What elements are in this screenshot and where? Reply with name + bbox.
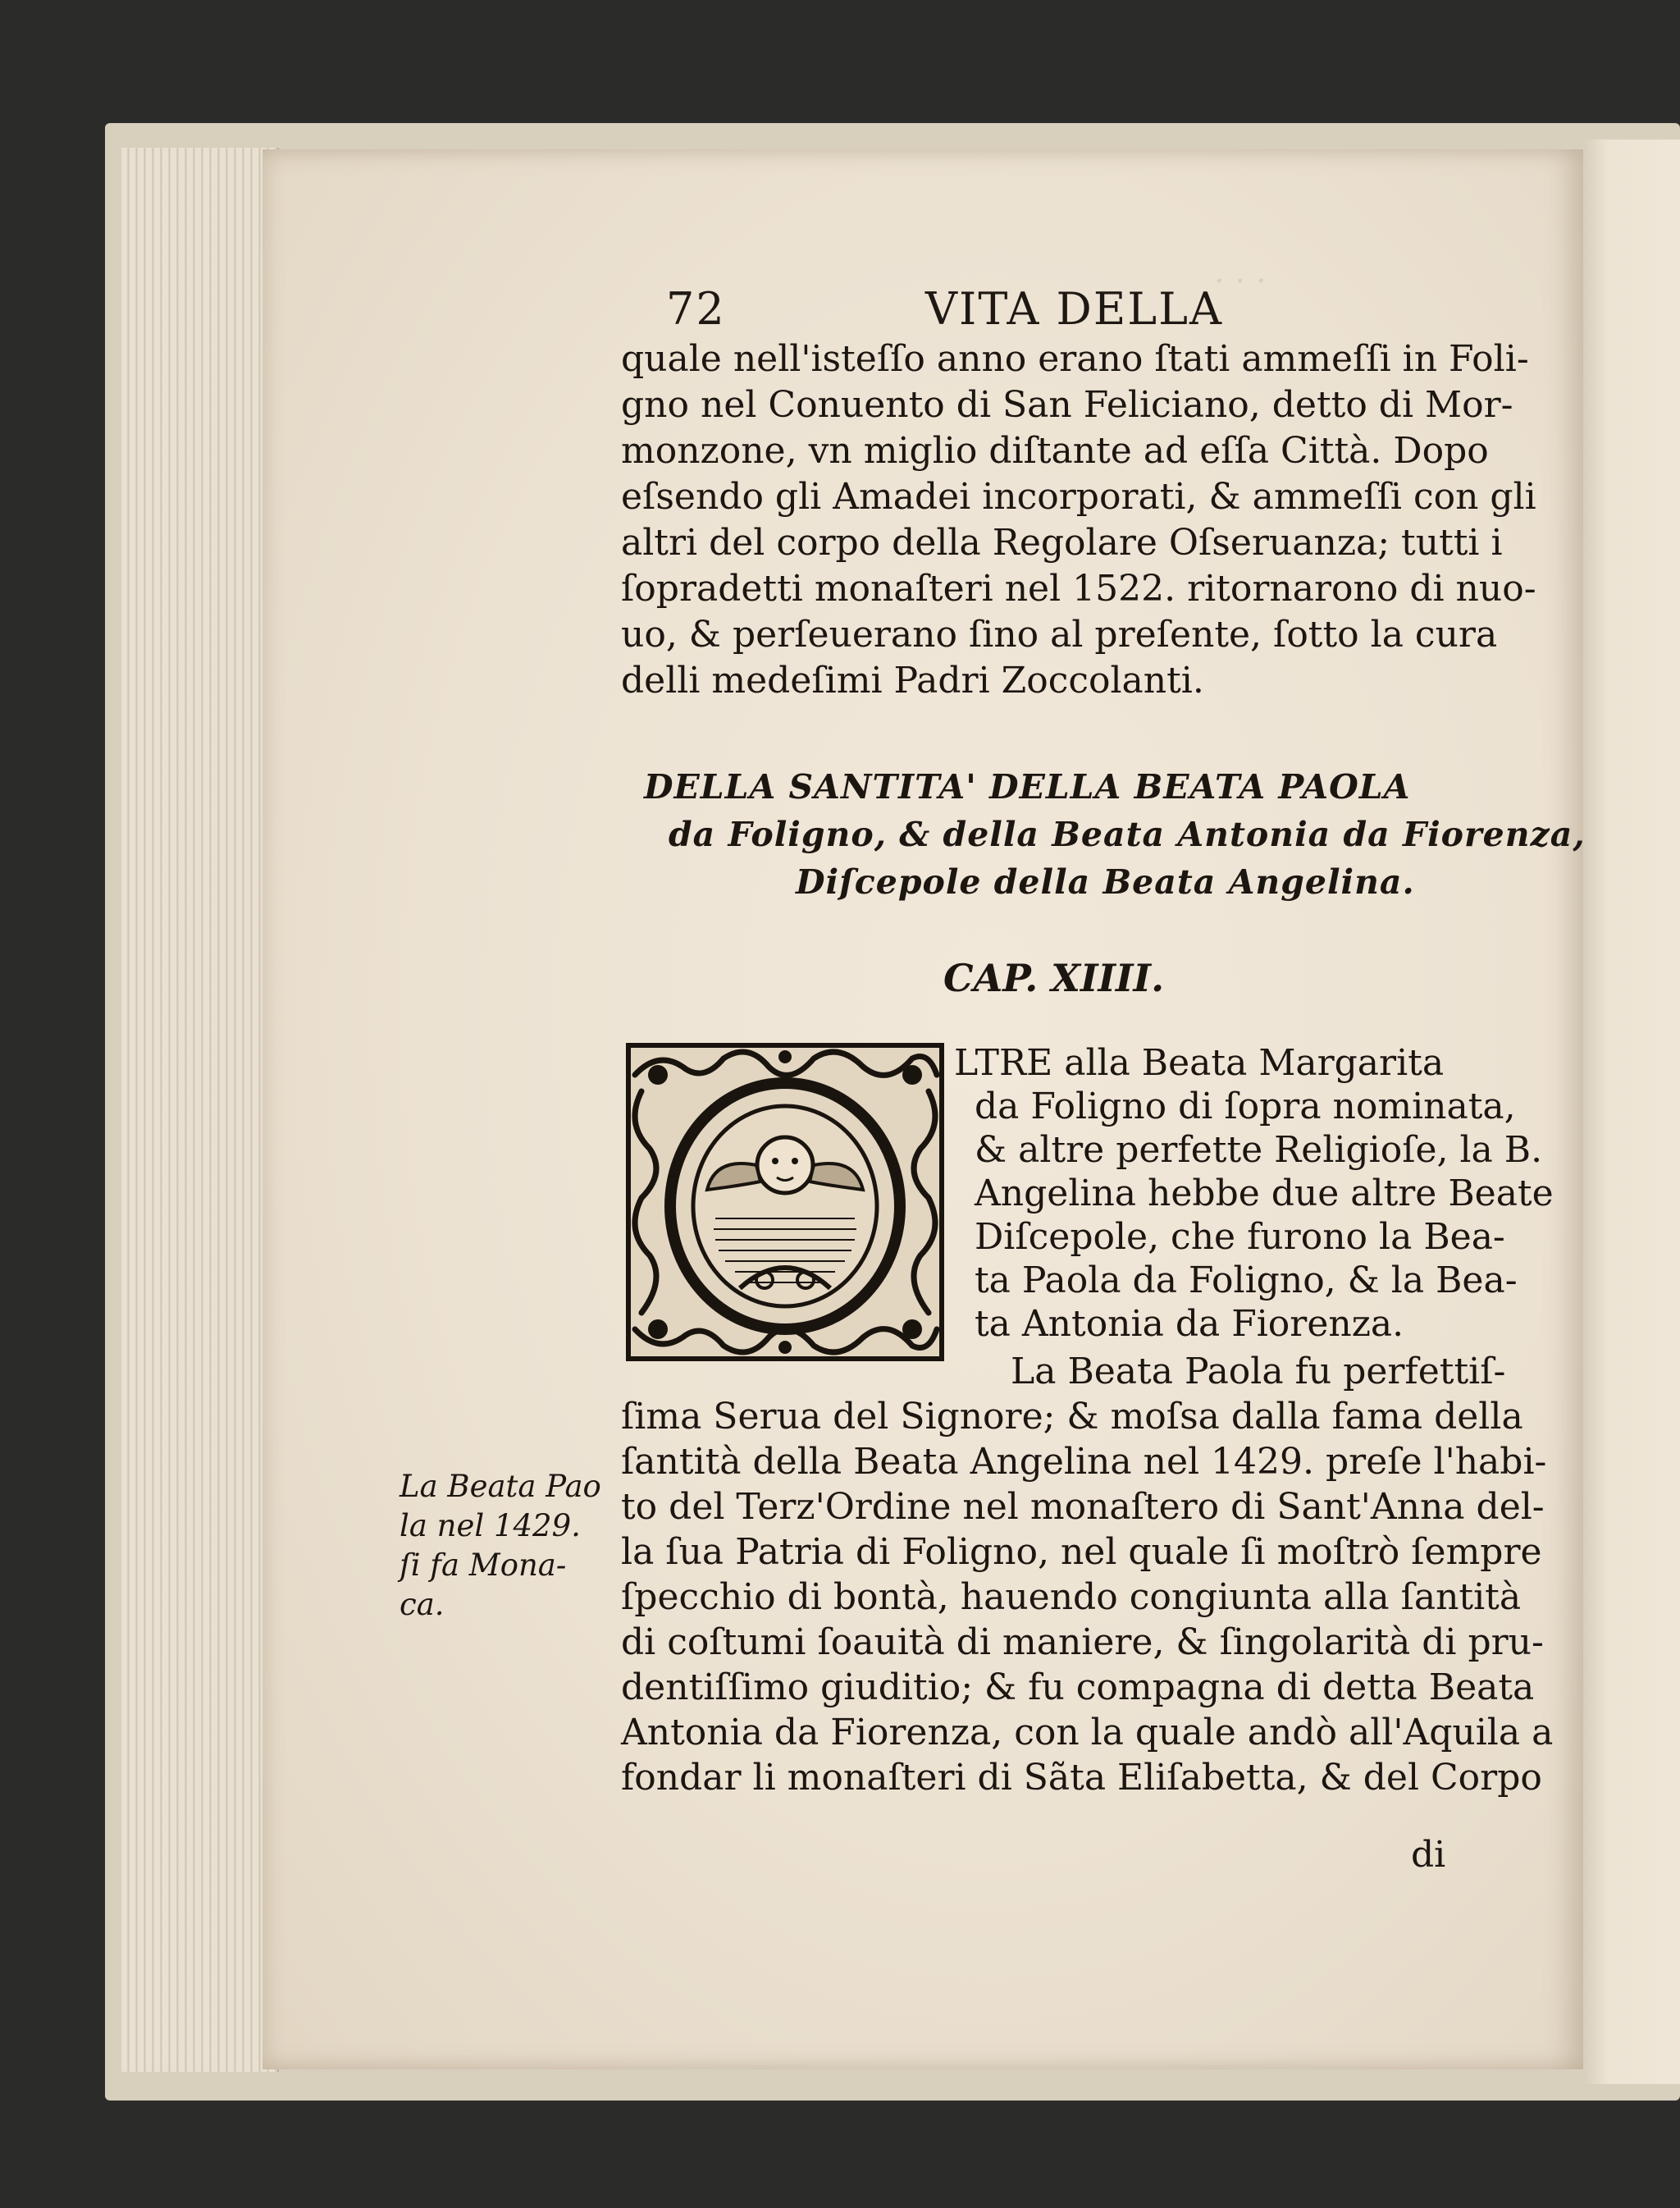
text-line: quale nell'isteſſo anno erano ſtati ammeſſi in Foli- — [621, 338, 1529, 380]
text-line: ta Paola da Foligno, & la Bea- — [975, 1259, 1518, 1301]
text-line: delli medeſimi Padri Zoccolanti. — [621, 660, 1204, 702]
text-line: la ſua Patria di Foligno, nel quale ſi moſtrò ſempre — [621, 1531, 1542, 1573]
margin-note-line: ſi fa Mona- — [399, 1547, 567, 1583]
margin-note-line: La Beata Pao — [399, 1469, 601, 1504]
text-line: LTRE alla Beata Margarita — [954, 1042, 1445, 1084]
text-line: & altre perfette Religioſe, la B. — [975, 1129, 1543, 1171]
text-line: dentiſſimo giuditio; & fu compagna di detta Beata — [621, 1666, 1535, 1708]
text-line: ſpecchio di bontà, hauendo congiunta alla ſantità — [621, 1576, 1522, 1618]
text-line: da Foligno di ſopra nominata, — [975, 1086, 1516, 1127]
decorated-initial-icon — [625, 1042, 945, 1362]
text-line: altri del corpo della Regolare Oſseruanza; tutti i — [621, 522, 1503, 564]
catchword: di — [1411, 1834, 1446, 1876]
text-line: Angelina hebbe due altre Beate — [975, 1173, 1554, 1214]
margin-note-line: ca. — [399, 1587, 445, 1622]
page-edges — [121, 148, 279, 2072]
chapter-title-line: Diſcepole della Beata Angelina. — [796, 862, 1415, 902]
text-line: monzone, vn miglio diſtante ad eſſa Città. Dopo — [621, 430, 1489, 472]
chapter-title-line: da Foligno, & della Beata Antonia da Fiorenza, — [669, 815, 1586, 854]
text-line: to del Terz'Ordine nel monaſtero di Sant'Anna del- — [621, 1486, 1545, 1528]
text-line: ſopradetti monaſteri nel 1522. ritornarono di nuo- — [621, 568, 1536, 610]
text-line: fondar li monaſteri di Sãta Eliſabetta, & del Corpo — [621, 1757, 1542, 1799]
text-line: ſima Serua del Signore; & moſsa dalla fama della — [621, 1396, 1523, 1438]
text-line: eſsendo gli Amadei incorporati, & ammeſſi con gli — [621, 476, 1536, 518]
text-line: ſantità della Beata Angelina nel 1429. preſe l'habi- — [621, 1441, 1547, 1483]
show-through-text: · · · — [1214, 263, 1267, 300]
text-line: uo, & perſeuerano ſino al preſente, ſotto la cura — [621, 614, 1498, 656]
page-number: 72 — [666, 283, 726, 335]
chapter-number: CAP. XIIII. — [943, 956, 1165, 1000]
running-title: VITA DELLA — [925, 283, 1223, 335]
text-line: Antonia da Fiorenza, con la quale andò all'Aquila a — [621, 1712, 1554, 1753]
margin-note-line: la nel 1429. — [399, 1508, 581, 1543]
text-line: gno nel Conuento di San Feliciano, detto di Mor- — [621, 384, 1513, 426]
text-line: La Beata Paola fu perfettiſ- — [1011, 1351, 1506, 1392]
chapter-title-line: DELLA SANTITA' DELLA BEATA PAOLA — [644, 767, 1411, 807]
text-line: ta Antonia da Fiorenza. — [975, 1303, 1404, 1345]
facing-page-edge — [1585, 139, 1680, 2084]
text-line: Diſcepole, che furono la Bea- — [975, 1216, 1505, 1258]
text-line: di coſtumi ſoauità di maniere, & ſingolarità di pru- — [621, 1621, 1544, 1663]
